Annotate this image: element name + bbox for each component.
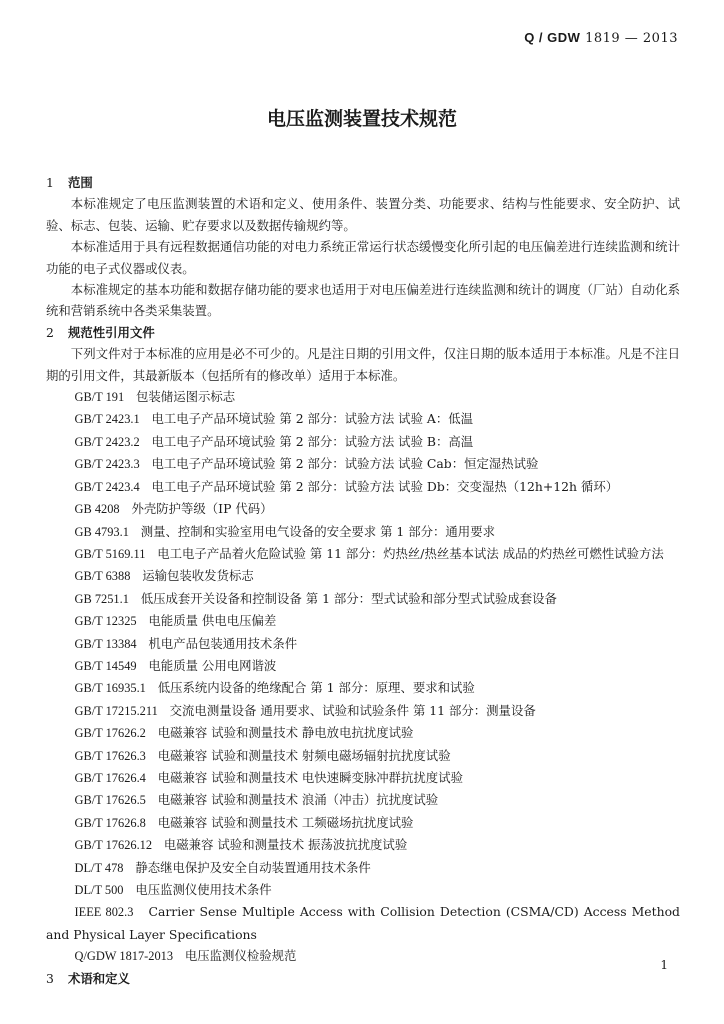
reference-code: GB/T 191 bbox=[74, 390, 125, 405]
page-number: 1 bbox=[660, 958, 668, 972]
reference-title: 低压系统内设备的绝缘配合 第 1 部分：原理、要求和试验 bbox=[157, 680, 475, 696]
reference-title: 交流电测量设备 通用要求、试验和试验条件 第 11 部分：测量设备 bbox=[169, 702, 536, 718]
reference-code: GB 4208 bbox=[74, 502, 120, 517]
standard-code: Q / GDW bbox=[524, 30, 581, 45]
reference-title: 电磁兼容 试验和测量技术 工频磁场抗扰度试验 bbox=[157, 814, 414, 830]
reference-item bbox=[46, 812, 680, 834]
reference-item bbox=[46, 767, 680, 789]
reference-list bbox=[46, 386, 680, 968]
reference-code: GB/T 14549 bbox=[74, 658, 137, 673]
reference-item bbox=[46, 655, 680, 677]
reference-code: GB/T 5169.11 bbox=[74, 546, 146, 561]
reference-code: GB/T 17215.211 bbox=[74, 703, 158, 718]
reference-item bbox=[46, 945, 680, 967]
reference-item bbox=[46, 386, 680, 408]
reference-title: 电磁兼容 试验和测量技术 振荡波抗扰度试验 bbox=[163, 837, 408, 853]
section-title: 术语和定义 bbox=[68, 970, 130, 986]
reference-title: 电压监测仪使用技术条件 bbox=[135, 882, 272, 897]
section-2-heading bbox=[46, 322, 680, 343]
reference-code: Q/GDW 1817-2013 bbox=[74, 949, 174, 964]
reference-code: GB/T 16935.1 bbox=[74, 681, 146, 696]
reference-item bbox=[46, 722, 680, 744]
reference-item bbox=[46, 633, 680, 655]
reference-item bbox=[46, 857, 680, 879]
reference-item bbox=[46, 834, 680, 856]
reference-title: 外壳防护等级（IP 代码） bbox=[131, 501, 273, 517]
reference-item bbox=[46, 521, 680, 543]
reference-title: 电磁兼容 试验和测量技术 电快速瞬变脉冲群抗扰度试验 bbox=[157, 769, 463, 785]
reference-title: 电能质量 供电电压偏差 bbox=[148, 613, 277, 629]
reference-title: 运输包装收发货标志 bbox=[142, 568, 254, 584]
reference-code: GB/T 17626.5 bbox=[74, 793, 146, 808]
reference-code: GB/T 6388 bbox=[74, 569, 131, 584]
reference-item bbox=[46, 588, 680, 610]
section-3-heading bbox=[46, 968, 680, 989]
reference-title: 低压成套开关设备和控制设备 第 1 部分：型式试验和部分型式试验成套设备 bbox=[140, 590, 557, 606]
reference-item bbox=[46, 408, 680, 430]
reference-title: 电工电子产品环境试验 第 2 部分：试验方法 试验 A：低温 bbox=[151, 411, 474, 427]
reference-title: 电磁兼容 试验和测量技术 射频电磁场辐射抗扰度试验 bbox=[157, 747, 451, 763]
paragraph: 下列文件对于本标准的应用是必不可少的。凡是注日期的引用文件，仅注日期的版本适用于本标准。凡是不注日期的引用文件，其最新版本（包括所有的修改单）适用于本标准。 bbox=[46, 346, 680, 383]
section-number: 2 bbox=[46, 324, 54, 340]
paragraph: 本标准规定了电压监测装置的术语和定义、使用条件、装置分类、功能要求、结构与性能要求、安全防护、试验、标志、包装、运输、贮存要求以及数据传输规约等。 bbox=[46, 196, 680, 233]
reference-item bbox=[46, 789, 680, 811]
reference-item bbox=[46, 677, 680, 699]
reference-item bbox=[46, 700, 680, 722]
document-title: 电压监测装置技术规范 bbox=[266, 108, 457, 130]
reference-code: GB/T 2423.2 bbox=[74, 434, 140, 449]
reference-title: 机电产品包装通用技术条件 bbox=[148, 635, 298, 651]
reference-code: GB/T 2423.3 bbox=[74, 457, 140, 472]
section-title: 范围 bbox=[68, 175, 93, 190]
paragraph: 本标准规定的基本功能和数据存储功能的要求也适用于对电压偏差进行连续监测和统计的调度（厂站）自动化系统和营销系统中各类采集装置。 bbox=[46, 282, 680, 319]
reference-item bbox=[46, 498, 680, 520]
reference-item bbox=[46, 453, 680, 475]
reference-title: 电能质量 公用电网谐波 bbox=[148, 657, 277, 673]
reference-item bbox=[46, 901, 680, 945]
section-title: 规范性引用文件 bbox=[68, 324, 155, 340]
reference-title: 静态继电保护及安全自动装置通用技术条件 bbox=[135, 859, 371, 875]
reference-code: GB/T 17626.12 bbox=[74, 838, 153, 853]
reference-title: 测量、控制和实验室用电气设备的安全要求 第 1 部分：通用要求 bbox=[140, 523, 495, 539]
reference-title: 包装储运图示标志 bbox=[136, 389, 236, 405]
section-number: 1 bbox=[46, 175, 54, 190]
reference-title: 电工电子产品环境试验 第 2 部分：试验方法 试验 Cab：恒定湿热试验 bbox=[151, 456, 539, 472]
reference-title: 电工电子产品着火危险试验 第 11 部分：灼热丝/热丝基本试法 成品的灼热丝可燃性试验方法 bbox=[157, 545, 664, 561]
reference-code: GB/T 17626.3 bbox=[74, 748, 146, 763]
reference-code: DL/T 478 bbox=[74, 860, 124, 875]
reference-code: GB/T 17626.8 bbox=[74, 815, 146, 830]
reference-title: 电工电子产品环境试验 第 2 部分：试验方法 试验 B：高温 bbox=[151, 433, 474, 449]
reference-item bbox=[46, 565, 680, 587]
reference-code: IEEE 802.3 bbox=[74, 905, 134, 920]
reference-item bbox=[46, 745, 680, 767]
section-1-heading bbox=[46, 172, 680, 193]
reference-item bbox=[46, 543, 680, 565]
reference-title: 电磁兼容 试验和测量技术 浪涌（冲击）抗扰度试验 bbox=[157, 792, 439, 808]
reference-item bbox=[46, 610, 680, 632]
document-body bbox=[46, 172, 680, 989]
reference-code: GB/T 2423.4 bbox=[74, 479, 140, 494]
reference-code: GB/T 17626.2 bbox=[74, 726, 146, 741]
reference-title: 电工电子产品环境试验 第 2 部分：试验方法 试验 Db：交变湿热（12h+12h 循环） bbox=[151, 478, 619, 494]
reference-code: DL/T 500 bbox=[74, 883, 124, 897]
paragraph: 本标准适用于具有远程数据通信功能的对电力系统正常运行状态缓慢变化所引起的电压偏差进行连续监测和统计功能的电子式仪器或仪表。 bbox=[46, 239, 680, 276]
document-header bbox=[524, 30, 678, 46]
reference-code: GB/T 13384 bbox=[74, 636, 137, 651]
section-number: 3 bbox=[46, 970, 54, 986]
reference-code: GB 7251.1 bbox=[74, 591, 129, 606]
reference-title: 电磁兼容 试验和测量技术 静电放电抗扰度试验 bbox=[157, 725, 414, 741]
reference-code: GB 4793.1 bbox=[74, 524, 129, 539]
reference-item bbox=[46, 476, 680, 498]
reference-code: GB/T 17626.4 bbox=[74, 770, 146, 785]
reference-item bbox=[46, 879, 680, 901]
reference-item bbox=[46, 431, 680, 453]
standard-number: 1819 — 2013 bbox=[585, 31, 678, 46]
reference-title: 电压监测仪检验规范 bbox=[184, 948, 297, 964]
reference-code: GB/T 12325 bbox=[74, 614, 137, 629]
reference-code: GB/T 2423.1 bbox=[74, 412, 140, 427]
reference-title: Carrier Sense Multiple Access with Collision Detection (CSMA/CD) Access Method and Physical Layer Specifications bbox=[46, 904, 680, 942]
